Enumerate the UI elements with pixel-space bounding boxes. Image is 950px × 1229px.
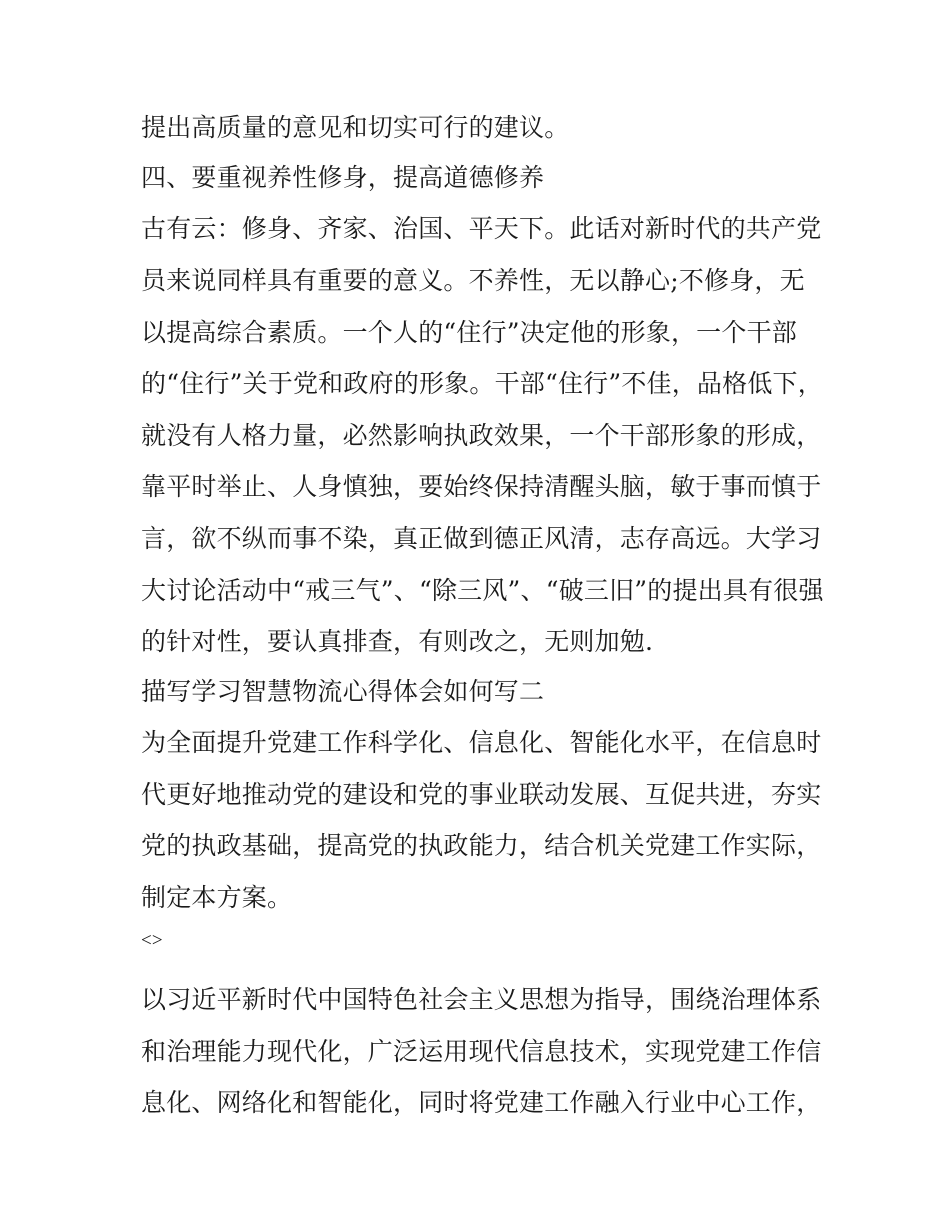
text-line: 以提高综合素质。一个人的“住行”决定他的形象，一个干部 <box>141 318 797 347</box>
text-line: 言，欲不纵而事不染，真正做到德正风清，志存高远。大学习 <box>141 524 822 553</box>
text-line: 为全面提升党建工作科学化、信息化、智能化水平，在信息时 <box>141 728 822 757</box>
text-line: 以习近平新时代中国特色社会主义思想为指导，围绕治理体系 <box>141 985 822 1014</box>
text-line: 和治理能力现代化，广泛运用现代信息技术，实现党建工作信 <box>141 1037 822 1066</box>
text-line: 制定本方案。 <box>141 883 293 912</box>
text-line: 息化、网络化和智能化，同时将党建工作融入行业中心工作， <box>141 1088 822 1117</box>
text-line: 就没有人格力量，必然影响执政效果，一个干部形象的形成， <box>141 421 822 450</box>
text-line: 代更好地推动党的建设和党的事业联动发展、互促共进，夯实 <box>141 780 822 809</box>
text-line: 党的执政基础，提高党的执政能力，结合机关党建工作实际， <box>141 831 822 860</box>
section-heading: 描写学习智慧物流心得体会如何写二 <box>141 677 545 706</box>
text-line: 的“住行”关于党和政府的形象。干部“住行”不佳，品格低下， <box>141 369 823 398</box>
placeholder-marker: <> <box>141 930 163 951</box>
text-line: 员来说同样具有重要的意义。不养性，无以静心;不修身，无 <box>141 266 805 295</box>
text-line: 古有云：修身、齐家、治国、平天下。此话对新时代的共产党 <box>141 214 822 243</box>
section-heading: 四、要重视养性修身，提高道德修养 <box>141 163 545 192</box>
text-line: 大讨论活动中“戒三气”、“除三风”、“破三旧”的提出具有很强 <box>141 576 824 605</box>
text-line: 靠平时举止、人身慎独，要始终保持清醒头脑，敏于事而慎于 <box>141 472 822 501</box>
text-line: 提出高质量的意见和切实可行的建议。 <box>141 113 570 142</box>
text-line: 的针对性，要认真排查，有则改之，无则加勉. <box>141 627 654 656</box>
